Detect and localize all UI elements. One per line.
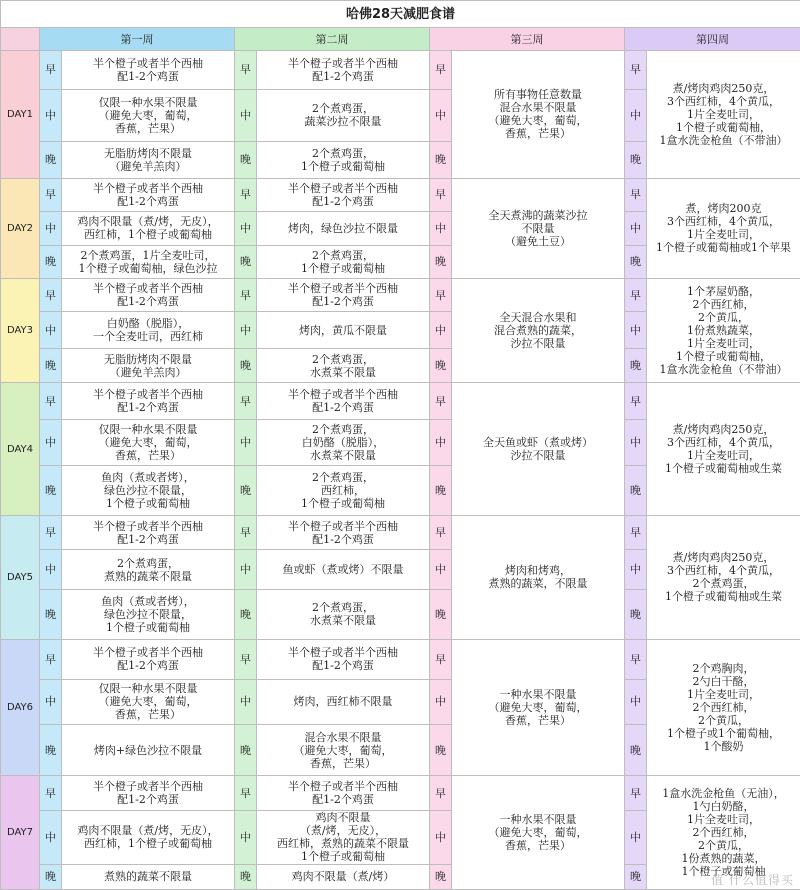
- meal-label: 早: [625, 51, 647, 90]
- meal-label: 早: [235, 278, 257, 311]
- meal-label: 早: [430, 383, 452, 419]
- meal-label: 早: [40, 639, 62, 680]
- meal-label: 晚: [430, 245, 452, 278]
- meal-label: 晚: [235, 466, 257, 516]
- week2-meal: 半个橙子或者半个西柚 配1-2个鸡蛋: [257, 51, 430, 90]
- day-label: DAY7: [1, 776, 40, 890]
- week1-meal: 半个橙子或者半个西柚 配1-2个鸡蛋: [62, 516, 235, 550]
- week4-day-plan: 煮/烤肉鸡肉250克， 3个西红柿，4个黄瓜， 1片全麦吐司， 1个橙子或葡萄柚或生菜: [647, 383, 800, 516]
- week2-meal: 2个煮鸡蛋， 水煮菜不限量: [257, 348, 430, 382]
- meal-label: 中: [625, 419, 647, 466]
- week1-meal: 半个橙子或者半个西柚 配1-2个鸡蛋: [62, 776, 235, 810]
- table-title: 哈佛28天减肥食谱: [1, 1, 800, 28]
- meal-label: 晚: [430, 142, 452, 178]
- week4-day-plan: 煮/烤肉鸡肉250克， 3个西红柿，4个黄瓜， 1片全麦吐司， 1个橙子或葡萄柚， 1盒水洗金枪鱼（不带油）: [647, 51, 800, 179]
- week2-meal: 烤肉，黄瓜不限量: [257, 312, 430, 348]
- meal-label: 早: [235, 639, 257, 680]
- week1-meal: 2个煮鸡蛋，1片全麦吐司， 1个橙子或葡萄柚，绿色沙拉: [62, 245, 235, 278]
- week1-meal: 鱼肉（煮或者烤）， 绿色沙拉不限量， 1个橙子或葡萄柚: [62, 589, 235, 639]
- meal-label: 晚: [235, 245, 257, 278]
- meal-label: 晚: [625, 589, 647, 639]
- week3-day-plan: 全天鱼或虾（煮或烤） 沙拉不限量: [452, 383, 625, 516]
- meal-label: 晚: [625, 864, 647, 889]
- meal-label: 中: [40, 550, 62, 590]
- meal-label: 中: [40, 312, 62, 348]
- day-label: DAY3: [1, 278, 40, 382]
- day-label: DAY1: [1, 51, 40, 179]
- meal-label: 早: [235, 178, 257, 211]
- meal-label: 早: [235, 383, 257, 419]
- table-row: [1, 639, 800, 680]
- meal-label: 晚: [430, 348, 452, 382]
- week1-meal: 鱼肉（煮或者烤）， 绿色沙拉不限量， 1个橙子或葡萄柚: [62, 466, 235, 516]
- meal-label: 中: [40, 89, 62, 142]
- week2-meal: 2个煮鸡蛋， 蔬菜沙拉不限量: [257, 89, 430, 142]
- week3-day-plan: 烤肉和烤鸡， 煮熟的蔬菜，不限量: [452, 516, 625, 640]
- meal-label: 早: [625, 639, 647, 680]
- meal-label: 晚: [625, 142, 647, 178]
- meal-label: 晚: [430, 466, 452, 516]
- week4-day-plan: 2个鸡胸肉， 2勺白干酪， 1片全麦吐司， 2个西红柿， 2个黄瓜， 1个橙子或1个葡萄柚， 1个酸奶: [647, 639, 800, 776]
- table-row: [1, 383, 800, 419]
- meal-label: 中: [625, 212, 647, 245]
- week1-meal: 鸡肉不限量（煮/烤，无皮）， 西红柿，1个橙子或葡萄柚: [62, 212, 235, 245]
- meal-label: 晚: [235, 589, 257, 639]
- meal-label: 中: [235, 419, 257, 466]
- week1-meal: 无脂肪烤肉不限量 （避免羊羔肉）: [62, 348, 235, 382]
- meal-label: 中: [625, 680, 647, 725]
- week2-meal: 半个橙子或者半个西柚 配1-2个鸡蛋: [257, 639, 430, 680]
- week3-day-plan: 一种水果不限量 （避免大枣，葡萄， 香蕉，芒果）: [452, 776, 625, 890]
- meal-label: 早: [40, 51, 62, 90]
- day-label: DAY4: [1, 383, 40, 516]
- meal-label: 早: [40, 178, 62, 211]
- week1-meal: 半个橙子或者半个西柚 配1-2个鸡蛋: [62, 639, 235, 680]
- meal-label: 早: [625, 776, 647, 810]
- meal-label: 早: [625, 178, 647, 211]
- meal-label: 晚: [625, 724, 647, 776]
- week4-day-plan: 煮，烤肉200克 3个西红柿，4个黄瓜， 1片全麦吐司， 1个橙子或葡萄柚或1个苹果: [647, 178, 800, 278]
- table-row: [1, 776, 800, 810]
- meal-label: 中: [40, 212, 62, 245]
- meal-label: 中: [625, 810, 647, 864]
- week2-meal: 2个煮鸡蛋， 水煮菜不限量: [257, 589, 430, 639]
- table-row: [1, 516, 800, 550]
- meal-label: 早: [40, 776, 62, 810]
- watermark: 值 什么值得买: [711, 873, 794, 887]
- header-corner: [1, 28, 40, 51]
- week2-meal: 鱼或虾（煮或烤）不限量: [257, 550, 430, 590]
- meal-label: 早: [625, 278, 647, 311]
- week1-meal: 无脂肪烤肉不限量 （避免羊羔肉）: [62, 142, 235, 178]
- meal-label: 中: [430, 810, 452, 864]
- meal-label: 早: [40, 278, 62, 311]
- meal-label: 晚: [40, 466, 62, 516]
- meal-label: 中: [430, 680, 452, 725]
- meal-label: 中: [430, 419, 452, 466]
- week2-meal: 半个橙子或者半个西柚 配1-2个鸡蛋: [257, 383, 430, 419]
- meal-label: 早: [235, 516, 257, 550]
- meal-label: 中: [625, 550, 647, 590]
- week4-day-plan: 1盒水洗金枪鱼（无油）， 1勺白奶酪， 1片全麦吐司， 2个西红柿， 2个黄瓜， 1份煮熟的蔬菜， 1个橙子或葡萄柚: [647, 776, 800, 890]
- week4-day-plan: 煮/烤肉鸡肉250克， 3个西红柿，4个黄瓜， 2个煮鸡蛋， 1个橙子或葡萄柚或生菜: [647, 516, 800, 640]
- week2-meal: 烤肉，绿色沙拉不限量: [257, 212, 430, 245]
- day-label: DAY5: [1, 516, 40, 640]
- meal-label: 晚: [430, 864, 452, 889]
- meal-label: 晚: [430, 589, 452, 639]
- meal-label: 中: [430, 312, 452, 348]
- meal-label: 晚: [625, 466, 647, 516]
- meal-label: 早: [40, 516, 62, 550]
- meal-label: 早: [430, 516, 452, 550]
- week2-meal: 2个煮鸡蛋， 白奶酪（脱脂）， 水煮菜不限量: [257, 419, 430, 466]
- week1-meal: 煮熟的蔬菜不限量: [62, 864, 235, 889]
- meal-label: 早: [235, 51, 257, 90]
- table-body: [1, 51, 800, 890]
- meal-label: 中: [235, 550, 257, 590]
- meal-label: 晚: [235, 348, 257, 382]
- meal-label: 晚: [235, 864, 257, 889]
- meal-label: 中: [40, 419, 62, 466]
- meal-label: 中: [40, 680, 62, 725]
- week1-meal: 仅限一种水果不限量 （避免大枣，葡萄， 香蕉，芒果）: [62, 89, 235, 142]
- meal-label: 早: [430, 51, 452, 90]
- meal-label: 中: [235, 680, 257, 725]
- meal-label: 晚: [40, 142, 62, 178]
- week2-meal: 2个煮鸡蛋， 1个橙子或葡萄柚: [257, 245, 430, 278]
- meal-label: 中: [235, 89, 257, 142]
- meal-label: 早: [430, 278, 452, 311]
- week2-meal: 鸡肉不限量（煮/烤）: [257, 864, 430, 889]
- week1-meal: 鸡肉不限量（煮/烤，无皮）， 西红柿，1个橙子或葡萄柚: [62, 810, 235, 864]
- week1-meal: 烤肉+绿色沙拉不限量: [62, 724, 235, 776]
- week1-meal: 仅限一种水果不限量 （避免大枣，葡萄， 香蕉，芒果）: [62, 419, 235, 466]
- week3-day-plan: 一种水果不限量 （避免大枣，葡萄， 香蕉，芒果）: [452, 639, 625, 776]
- meal-label: 早: [430, 178, 452, 211]
- meal-label: 晚: [40, 724, 62, 776]
- meal-label: 晚: [430, 724, 452, 776]
- meal-label: 晚: [40, 348, 62, 382]
- table-row: [1, 51, 800, 90]
- week1-meal: 半个橙子或者半个西柚 配1-2个鸡蛋: [62, 383, 235, 419]
- day-label: DAY6: [1, 639, 40, 776]
- week4-day-plan: 1个茅屋奶酪， 2个西红柿， 2个黄瓜， 1份煮熟蔬菜， 1片全麦吐司， 1个橙子或葡萄柚， 1盒水洗金枪鱼（不带油）: [647, 278, 800, 382]
- meal-label: 中: [625, 312, 647, 348]
- meal-label: 早: [625, 383, 647, 419]
- week1-meal: 半个橙子或者半个西柚 配1-2个鸡蛋: [62, 51, 235, 90]
- week1-meal: 半个橙子或者半个西柚 配1-2个鸡蛋: [62, 178, 235, 211]
- header-week-1: 第一周: [40, 28, 235, 51]
- week2-meal: 半个橙子或者半个西柚 配1-2个鸡蛋: [257, 776, 430, 810]
- week2-meal: 2个煮鸡蛋， 西红柿， 1个橙子或葡萄柚: [257, 466, 430, 516]
- meal-label: 中: [430, 212, 452, 245]
- week1-meal: 2个煮鸡蛋， 煮熟的蔬菜不限量: [62, 550, 235, 590]
- meal-label: 中: [235, 810, 257, 864]
- day-label: DAY2: [1, 178, 40, 278]
- meal-label: 中: [430, 89, 452, 142]
- header-week-2: 第二周: [235, 28, 430, 51]
- meal-label: 晚: [40, 245, 62, 278]
- meal-label: 早: [235, 776, 257, 810]
- meal-label: 早: [40, 383, 62, 419]
- week1-meal: 仅限一种水果不限量 （避免大枣，葡萄， 香蕉，芒果）: [62, 680, 235, 725]
- meal-label: 中: [430, 550, 452, 590]
- meal-label: 晚: [235, 142, 257, 178]
- meal-label: 中: [40, 810, 62, 864]
- week3-day-plan: 全天煮沸的蔬菜沙拉 不限量 （避免土豆）: [452, 178, 625, 278]
- meal-label: 早: [430, 776, 452, 810]
- week2-meal: 半个橙子或者半个西柚 配1-2个鸡蛋: [257, 278, 430, 311]
- meal-label: 晚: [625, 245, 647, 278]
- table-row: [1, 178, 800, 211]
- table-row: [1, 278, 800, 311]
- meal-label: 中: [235, 312, 257, 348]
- week1-meal: 半个橙子或者半个西柚 配1-2个鸡蛋: [62, 278, 235, 311]
- week2-meal: 半个橙子或者半个西柚 配1-2个鸡蛋: [257, 516, 430, 550]
- meal-label: 晚: [40, 864, 62, 889]
- header-week-4: 第四周: [625, 28, 800, 51]
- meal-label: 早: [430, 639, 452, 680]
- week2-meal: 混合水果不限量 （避免大枣，葡萄， 香蕉，芒果）: [257, 724, 430, 776]
- week2-meal: 半个橙子或者半个西柚 配1-2个鸡蛋: [257, 178, 430, 211]
- header-week-3: 第三周: [430, 28, 625, 51]
- week2-meal: 2个煮鸡蛋， 1个橙子或葡萄柚: [257, 142, 430, 178]
- week3-day-plan: 全天混合水果和 混合煮熟的蔬菜， 沙拉不限量: [452, 278, 625, 382]
- week3-day-plan: 所有事物任意数量 混合水果不限量 （避免大枣，葡萄， 香蕉，芒果）: [452, 51, 625, 179]
- meal-label: 中: [625, 89, 647, 142]
- meal-label: 中: [235, 212, 257, 245]
- week2-meal: 烤肉，西红柿不限量: [257, 680, 430, 725]
- meal-label: 早: [625, 516, 647, 550]
- week1-meal: 白奶酪（脱脂）， 一个全麦吐司，西红柿: [62, 312, 235, 348]
- meal-label: 晚: [235, 724, 257, 776]
- week2-meal: 鸡肉不限量 （煮/烤，无皮）， 西红柿，煮熟的蔬菜不限量 1个橙子或葡萄柚: [257, 810, 430, 864]
- meal-label: 晚: [40, 589, 62, 639]
- meal-label: 晚: [625, 348, 647, 382]
